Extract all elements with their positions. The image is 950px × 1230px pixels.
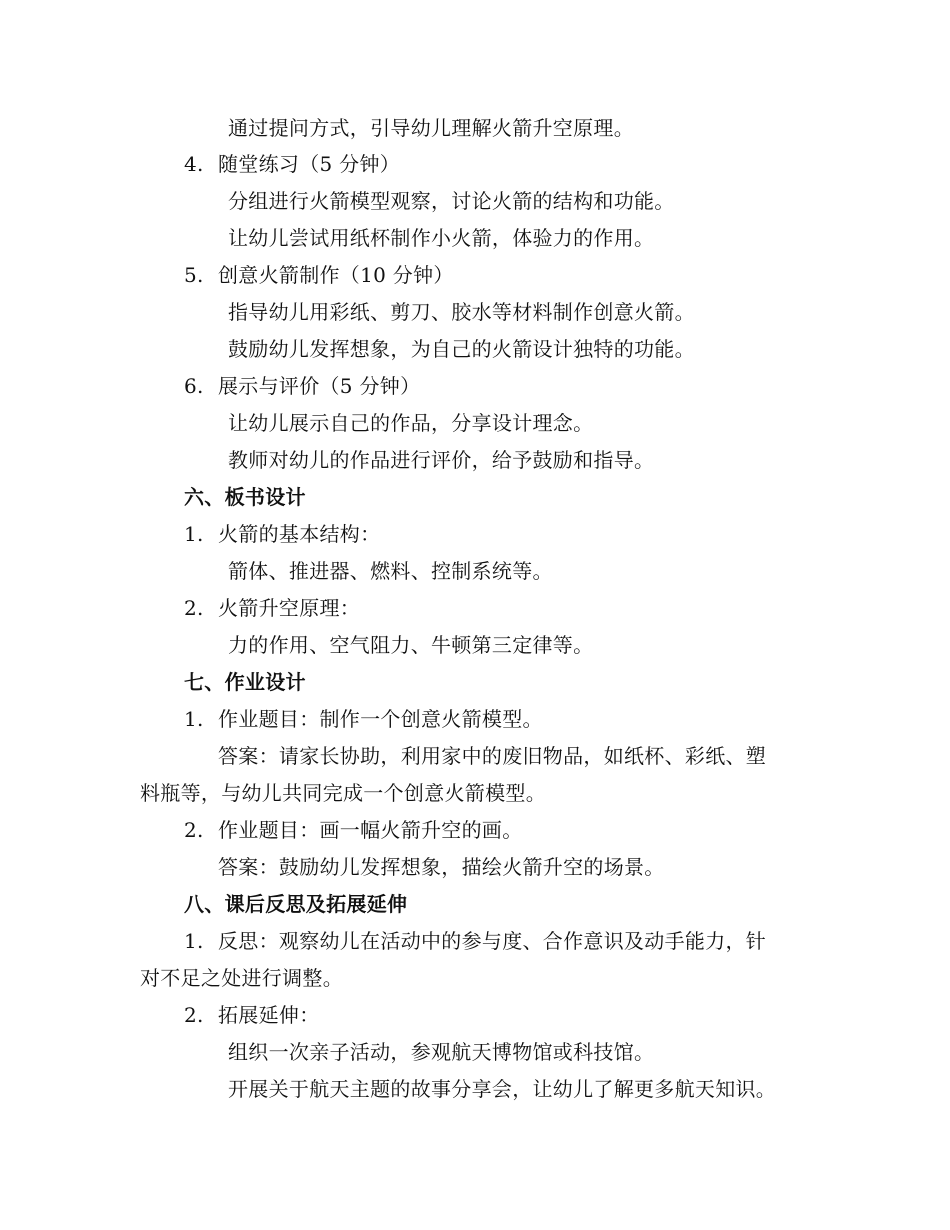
answer-text-continued: 料瓶等，与幼儿共同完成一个创意火箭模型。 bbox=[140, 781, 546, 805]
list-item bbox=[184, 150, 400, 178]
sub-item-text: 让幼儿尝试用纸杯制作小火箭，体验力的作用。 bbox=[228, 226, 655, 250]
section-heading: 七、作业设计 bbox=[184, 670, 306, 694]
list-item-text: 火箭升空原理： bbox=[218, 596, 361, 620]
list-item-text: 创意火箭制作（10 分钟） bbox=[218, 263, 454, 287]
sub-item-text: 开展关于航天主题的故事分享会，让幼儿了解更多航天知识。 bbox=[228, 1077, 777, 1101]
list-number: 5. bbox=[184, 263, 204, 287]
list-number: 4. bbox=[184, 152, 204, 176]
list-item bbox=[184, 520, 380, 548]
list-number: 6. bbox=[184, 374, 204, 398]
sub-item-text: 指导幼儿用彩纸、剪刀、胶水等材料制作创意火箭。 bbox=[228, 300, 695, 324]
list-item-text: 作业题目：制作一个创意火箭模型。 bbox=[218, 707, 543, 731]
list-number: 1. bbox=[184, 707, 204, 731]
list-number: 1. bbox=[184, 929, 204, 953]
list-item bbox=[184, 594, 360, 622]
list-item-text: 展示与评价（5 分钟） bbox=[218, 374, 421, 398]
list-number: 2. bbox=[184, 596, 204, 620]
list-item bbox=[184, 1001, 320, 1029]
list-item-text: 火箭的基本结构： bbox=[218, 522, 381, 546]
sub-item-text: 力的作用、空气阻力、牛顿第三定律等。 bbox=[228, 633, 594, 657]
answer-text: 答案：请家长协助，利用家中的废旧物品，如纸杯、彩纸、塑 bbox=[218, 744, 767, 768]
section-heading: 八、课后反思及拓展延伸 bbox=[184, 892, 408, 916]
list-item-text-continued: 对不足之处进行调整。 bbox=[140, 966, 343, 990]
list-item bbox=[184, 261, 454, 289]
list-item bbox=[184, 927, 766, 955]
sub-item-text: 鼓励幼儿发挥想象，为自己的火箭设计独特的功能。 bbox=[228, 337, 695, 361]
sub-item-text: 让幼儿展示自己的作品，分享设计理念。 bbox=[228, 411, 594, 435]
sub-item-text: 分组进行火箭模型观察，讨论火箭的结构和功能。 bbox=[228, 189, 675, 213]
list-number: 2. bbox=[184, 1003, 204, 1027]
list-item-text: 拓展延伸： bbox=[218, 1003, 320, 1027]
sub-item-text: 组织一次亲子活动，参观航天博物馆或科技馆。 bbox=[228, 1040, 655, 1064]
list-item bbox=[184, 816, 523, 844]
list-item-text: 随堂练习（5 分钟） bbox=[218, 152, 401, 176]
section-heading: 六、板书设计 bbox=[184, 485, 306, 509]
list-number: 2. bbox=[184, 818, 204, 842]
list-item bbox=[184, 705, 543, 733]
list-number: 1. bbox=[184, 522, 204, 546]
answer-text: 答案：鼓励幼儿发挥想象，描绘火箭升空的场景。 bbox=[218, 855, 665, 879]
sub-item-text: 通过提问方式，引导幼儿理解火箭升空原理。 bbox=[228, 116, 634, 140]
sub-item-text: 教师对幼儿的作品进行评价，给予鼓励和指导。 bbox=[228, 448, 655, 472]
sub-item-text: 箭体、推进器、燃料、控制系统等。 bbox=[228, 559, 553, 583]
list-item bbox=[184, 372, 420, 400]
list-item-text: 反思：观察幼儿在活动中的参与度、合作意识及动手能力，针 bbox=[218, 929, 767, 953]
list-item-text: 作业题目：画一幅火箭升空的画。 bbox=[218, 818, 523, 842]
